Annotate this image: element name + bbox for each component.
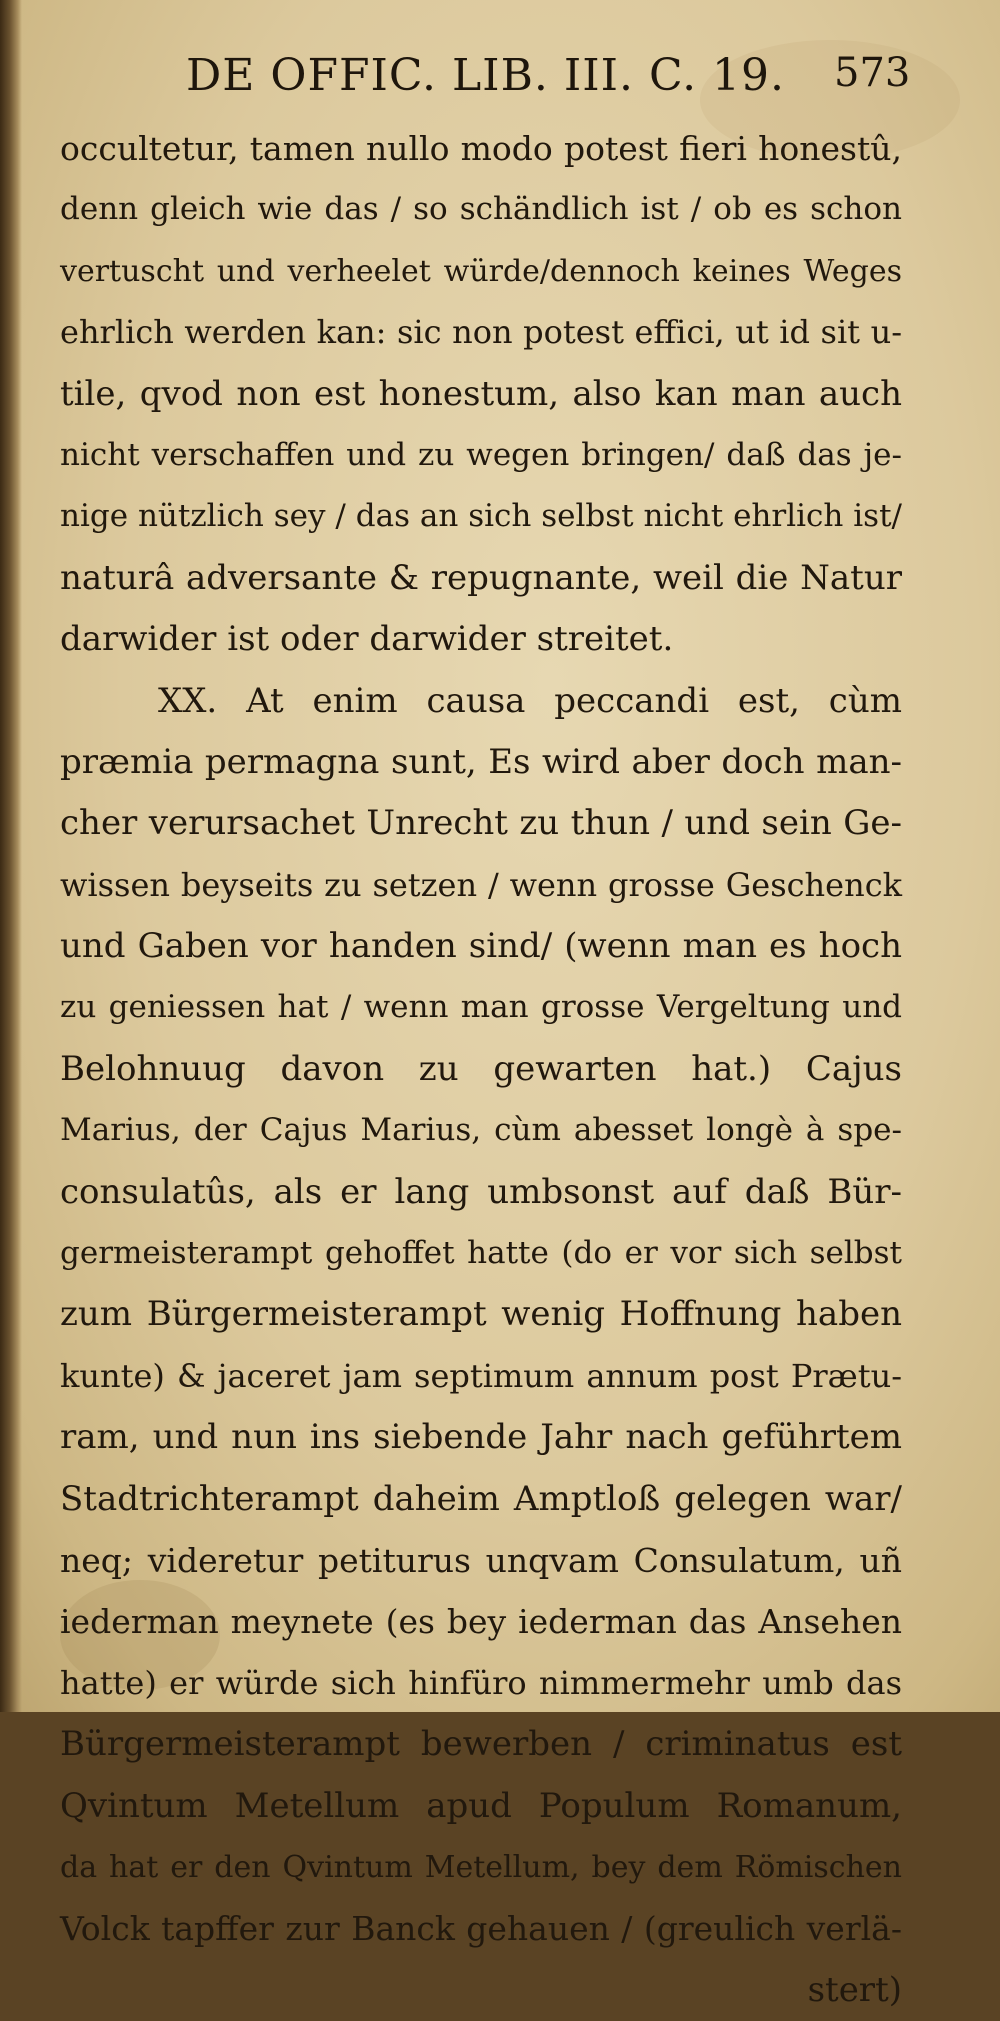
text-line: cher verursachet Unrecht zu thun / und sein Ge- bbox=[60, 803, 902, 844]
text-line: Volck tapffer zur Banck gehauen / (greulich verlä- bbox=[60, 1909, 902, 1949]
page-number: 573 bbox=[834, 50, 911, 96]
text-line: naturâ adversante & repugnante, weil die Natur bbox=[60, 557, 902, 598]
text-line: Qvintum Metellum apud Populum Romanum, bbox=[60, 1785, 902, 1826]
text-line: vertuscht und verheelet würde/dennoch keines Weges bbox=[60, 253, 902, 289]
text-line: Stadtrichterampt daheim Amptloß gelegen war/ bbox=[60, 1478, 902, 1519]
text-line: Belohnuug davon zu gewarten hat.) Cajus bbox=[60, 1048, 902, 1089]
text-line: tile, qvod non est honestum, also kan man auch bbox=[60, 373, 902, 414]
text-line: zu geniessen hat / wenn man grosse Vergeltung und bbox=[60, 989, 902, 1026]
text-line: germeisterampt gehoffet hatte (do er vor sich selbst bbox=[60, 1235, 902, 1272]
running-head: DE OFFIC. LIB. III. C. 19. bbox=[186, 50, 786, 101]
text-line: zum Bürgermeisterampt wenig Hoffnung haben bbox=[60, 1294, 902, 1335]
text-line: iederman meynete (es bey iederman das Ansehen bbox=[60, 1602, 902, 1642]
text-line: consulatûs, als er lang umbsonst auf daß Bür- bbox=[60, 1171, 902, 1212]
binding-edge bbox=[0, 0, 22, 1712]
text-line: occultetur, tamen nullo modo potest fieri honestû, bbox=[60, 129, 902, 168]
text-line: denn gleich wie das / so schändlich ist / ob es schon bbox=[60, 191, 902, 228]
text-line: und Gaben vor handen sind/ (wenn man es hoch bbox=[60, 926, 902, 967]
page-header bbox=[0, 50, 1000, 120]
text-line: neq; videretur petiturus unqvam Consulatum, uñ bbox=[60, 1540, 902, 1580]
text-line: Bürgermeisterampt bewerben / criminatus est bbox=[60, 1724, 902, 1765]
text-line: wissen beyseits zu setzen / wenn grosse Geschenck bbox=[60, 865, 902, 904]
text-line: stert) bbox=[807, 1969, 902, 2010]
text-line: ehrlich werden kan: sic non potest effici, ut id sit u- bbox=[60, 313, 902, 352]
text-line: nige nützlich sey / das an sich selbst nicht ehrlich ist/ bbox=[60, 498, 902, 535]
section-number-line: XX. At enim causa peccandi est, cùm bbox=[158, 680, 902, 721]
text-line: darwider ist oder darwider streitet. bbox=[60, 619, 674, 660]
text-line: da hat er den Qvintum Metellum, bey dem Römischen bbox=[60, 1849, 902, 1885]
text-line: hatte) er würde sich hinfüro nimmermehr umb das bbox=[60, 1663, 902, 1702]
text-line: Marius, der Cajus Marius, cùm abesset longè à spe- bbox=[60, 1112, 902, 1149]
body-text bbox=[60, 118, 902, 2021]
text-line: nicht verschaffen und zu wegen bringen/ daß das je- bbox=[60, 436, 902, 473]
text-line: præmia permagna sunt, Es wird aber doch man- bbox=[60, 741, 902, 782]
text-line: kunte) & jaceret jam septimum annum post Prætu- bbox=[60, 1356, 902, 1395]
text-line: ram, und nun ins siebende Jahr nach geführtem bbox=[60, 1417, 902, 1458]
